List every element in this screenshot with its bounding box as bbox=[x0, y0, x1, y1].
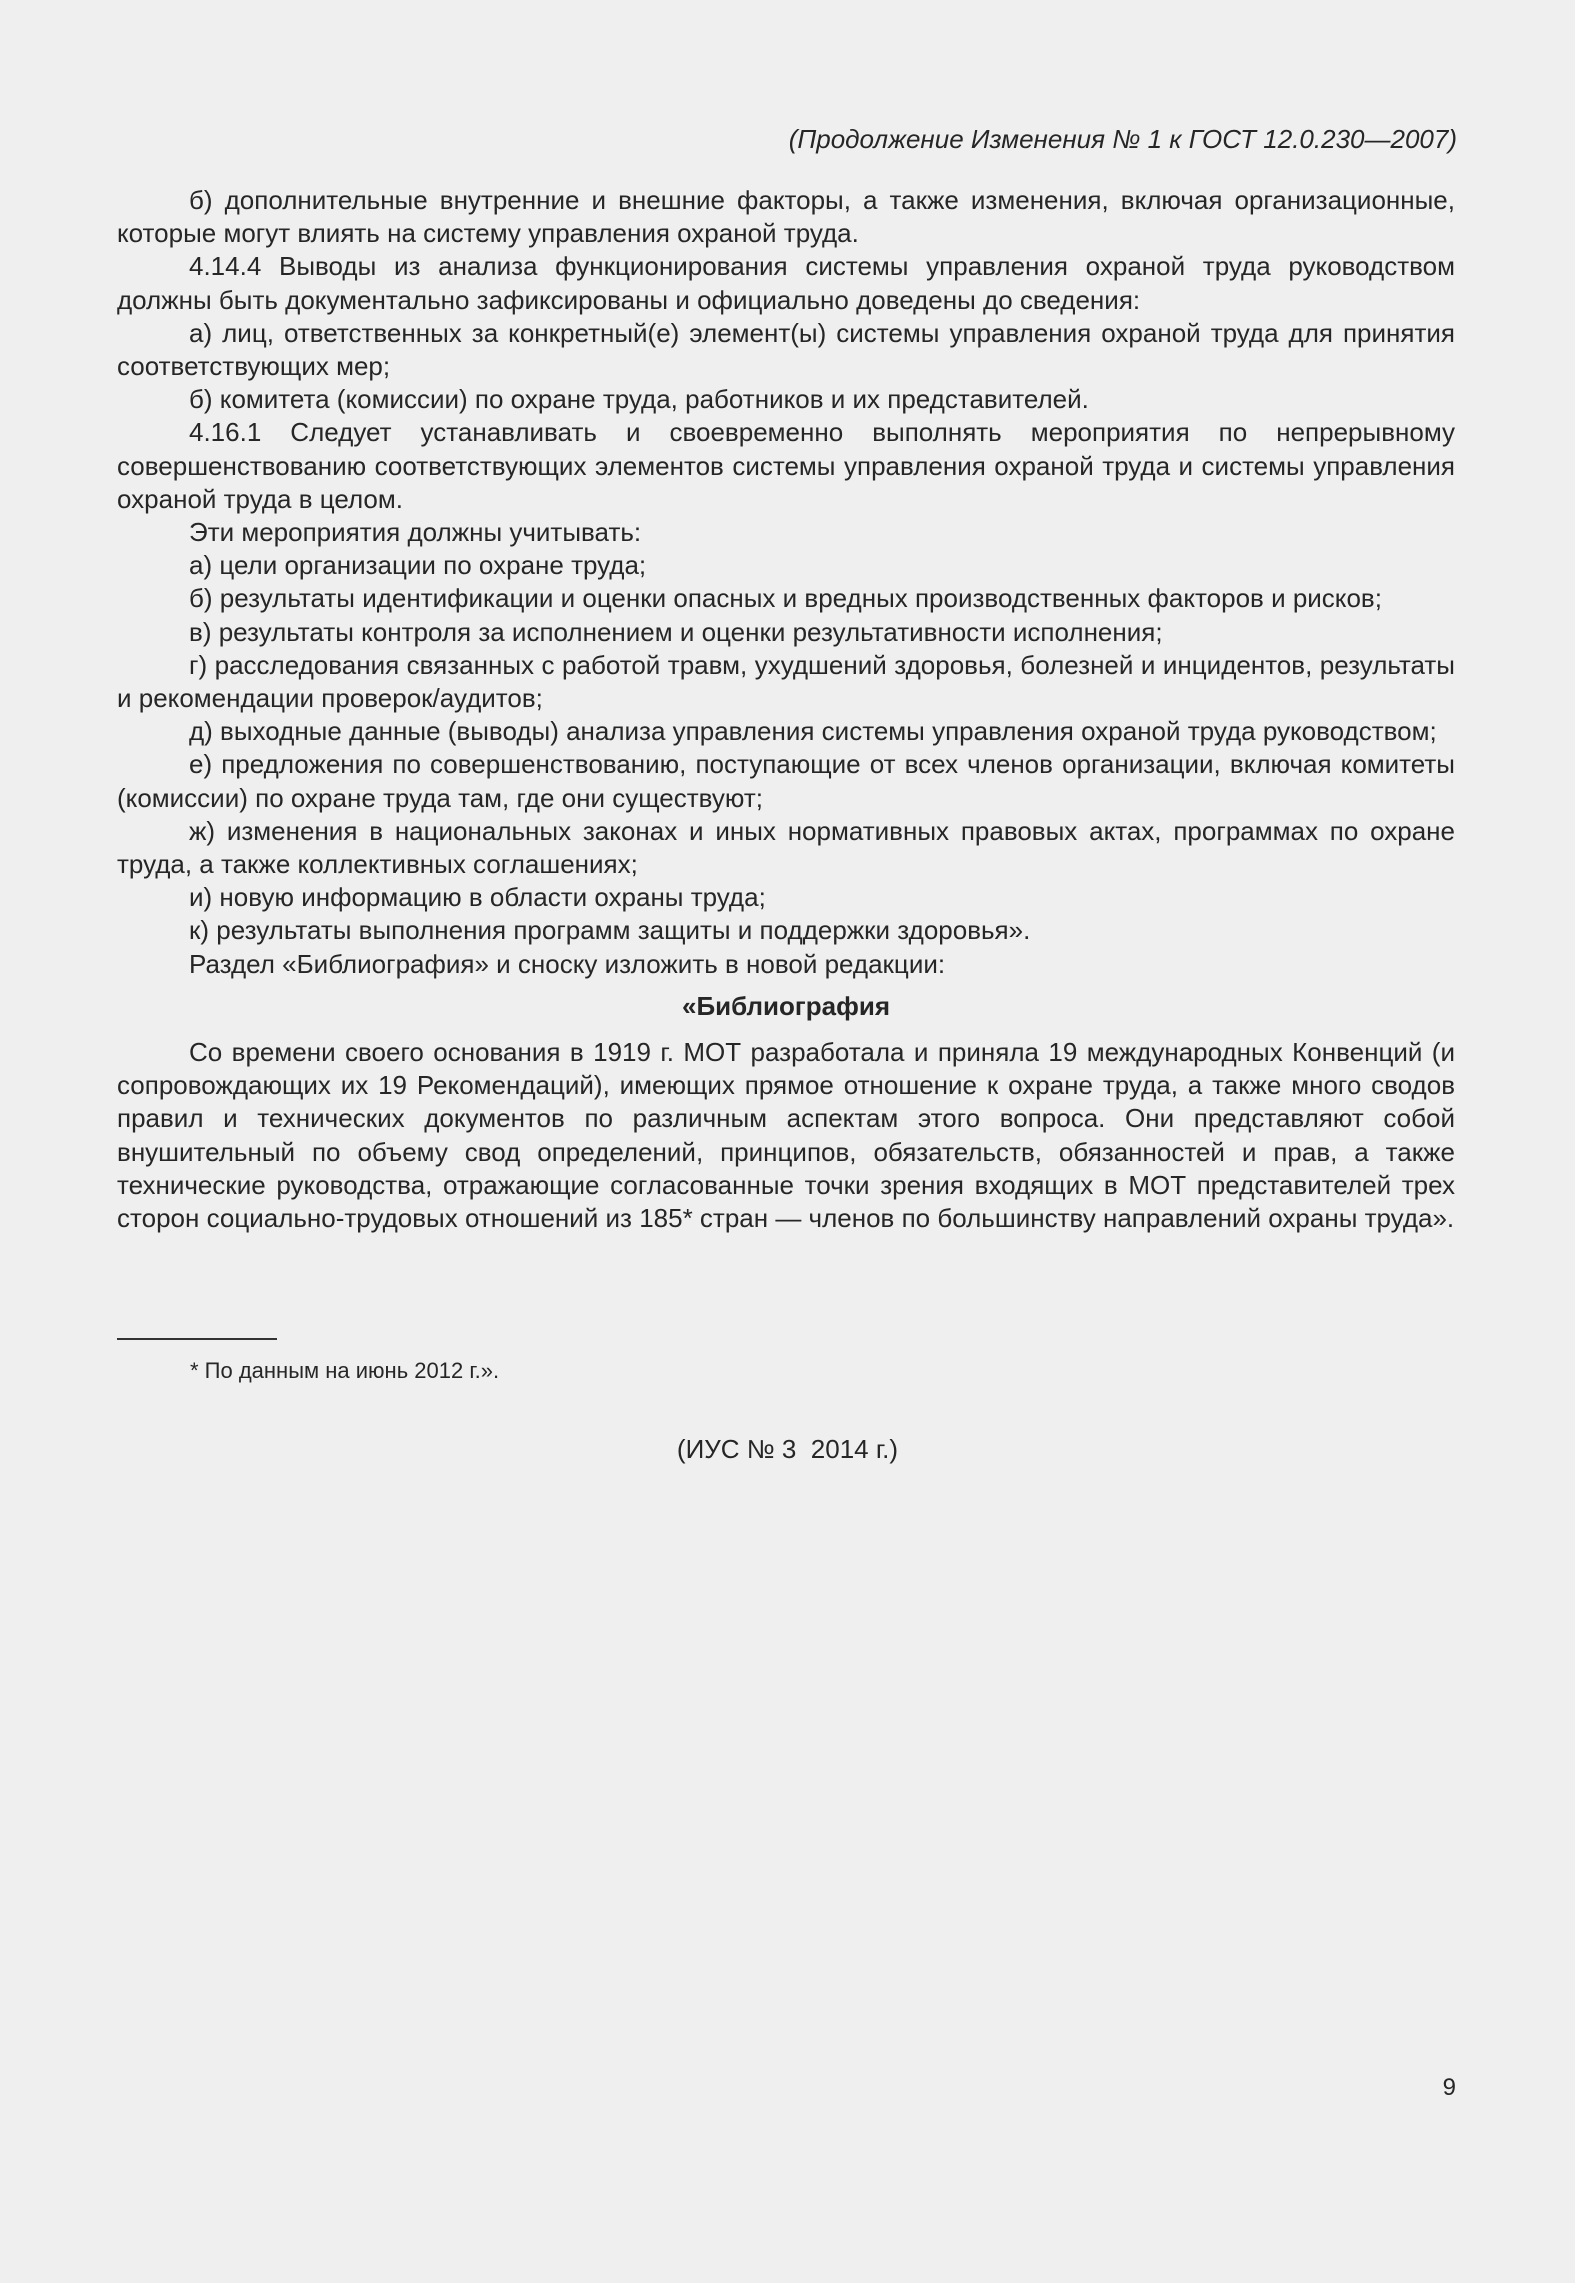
page-number: 9 bbox=[1442, 2074, 1456, 2101]
bibliography-instruction: Раздел «Библиография» и сноску изложить в новой редакции: bbox=[189, 948, 946, 979]
bibliography-heading: «Библиография bbox=[682, 990, 890, 1021]
paragraph-measures-intro: Эти мероприятия должны учитывать: bbox=[189, 517, 642, 548]
list-item-zh: ж) изменения в национальных законах и иных нормативных правовых актах, программах по охране труда, а также коллективных соглашениях; bbox=[117, 815, 1455, 880]
footnote: * По данным на июнь 2012 г.». bbox=[190, 1358, 500, 1383]
paragraph-4-14-4: 4.14.4 Выводы из анализа функционирования системы управления охраной труда руководством должны быть документально зафиксированы и официально доведены до сведения: bbox=[117, 251, 1455, 315]
ius-reference: (ИУС № 3 2014 г.) bbox=[676, 1434, 899, 1464]
list-item-i: и) новую информацию в области охраны труда; bbox=[189, 882, 766, 913]
list-item-d: д) выходные данные (выводы) анализа управления системы управления охраной труда руководством; bbox=[189, 716, 1437, 747]
body-text bbox=[117, 184, 1455, 1235]
list-item-b: б) результаты идентификации и оценки опасных и вредных производственных факторов и рисков; bbox=[189, 583, 1382, 614]
bibliography-text: Со времени своего основания в 1919 г. МОТ разработала и приняла 19 международных Конвенций (и сопровождающих их 19 Рекомендаций), имеющих прямое отношение к охране труда, а также много сводов правил и технических документов по различным аспектам этого вопроса. Они представляют собой внушительный по объему свод определений, принципов, обязательств, обязанностей и прав, а также технические руководства, отражающие согласованные точки зрения входящих в МОТ представителей трех сторон социально-трудовых отношений из 185* стран — членов по большинству направлений охраны труда». bbox=[117, 1037, 1455, 1234]
list-item-e: е) предложения по совершенствованию, поступающие от всех членов организации, включая комитеты (комиссии) по охране труда там, где они существуют; bbox=[117, 749, 1455, 813]
paragraph-b-committee: б) комитета (комиссии) по охране труда, работников и их представителей. bbox=[189, 384, 1089, 415]
list-item-g: г) расследования связанных с работой травм, ухудшений здоровья, болезней и инцидентов, результаты и рекомендации проверок/аудитов; bbox=[117, 649, 1455, 714]
list-item-k: к) результаты выполнения программ защиты и поддержки здоровья». bbox=[189, 915, 1031, 946]
list-item-v: в) результаты контроля за исполнением и оценки результативности исполнения; bbox=[189, 616, 1163, 647]
list-item-a: а) цели организации по охране труда; bbox=[189, 550, 647, 581]
paragraph-a-persons: а) лиц, ответственных за конкретный(е) элемент(ы) системы управления охраной труда для принятия соответствующих мер; bbox=[117, 317, 1455, 382]
footnote-separator bbox=[117, 1338, 277, 1340]
paragraph-4-16-1: 4.16.1 Следует устанавливать и своевременно выполнять мероприятия по непрерывному совершенствованию соответствующих элементов системы управления охраной труда и системы управления охраной труда в целом. bbox=[117, 417, 1455, 514]
continuation-note: (Продолжение Изменения № 1 к ГОСТ 12.0.230—2007) bbox=[788, 124, 1457, 154]
paragraph-b-factors: б) дополнительные внутренние и внешние факторы, а также изменения, включая организационные, которые могут влиять на систему управления охраной труда. bbox=[117, 185, 1455, 249]
